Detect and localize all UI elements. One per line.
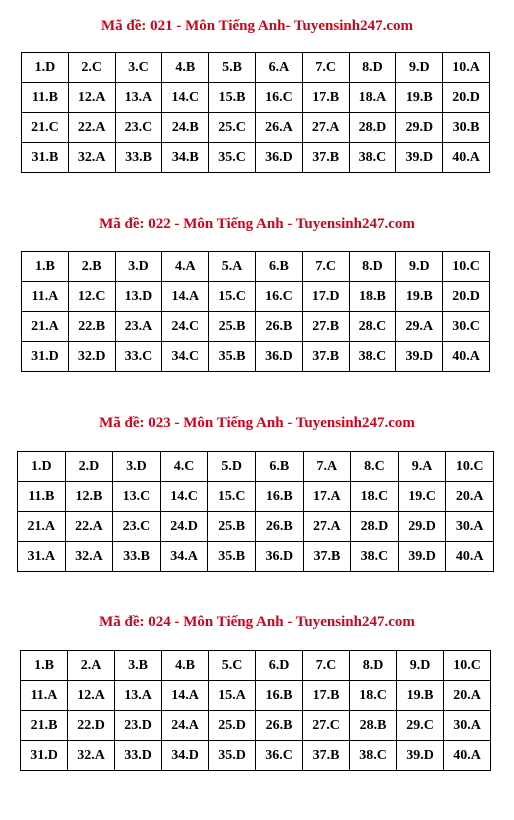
answer-cell: 34.D <box>162 741 209 771</box>
answer-cell: 22.D <box>68 711 115 741</box>
answer-cell: 17.D <box>302 282 349 312</box>
answer-cell: 13.C <box>113 482 161 512</box>
answer-cell: 29.D <box>398 512 446 542</box>
answer-cell: 28.D <box>351 512 399 542</box>
answer-cell: 20.A <box>444 681 491 711</box>
answer-cell: 19.B <box>396 83 443 113</box>
answer-cell: 36.D <box>255 342 302 372</box>
answer-cell: 18.A <box>349 83 396 113</box>
answer-cell: 4.B <box>162 651 209 681</box>
section-title: Mã đề: 022 - Môn Tiếng Anh - Tuyensinh247.com <box>99 216 415 232</box>
answer-cell: 23.D <box>115 711 162 741</box>
answer-cell: 29.C <box>397 711 444 741</box>
answer-cell: 7.C <box>303 651 350 681</box>
answer-cell: 11.B <box>18 482 66 512</box>
answer-cell: 37.B <box>303 542 351 572</box>
answer-cell: 3.D <box>115 252 162 282</box>
answer-cell: 18.B <box>349 282 396 312</box>
answer-cell: 11.B <box>22 83 69 113</box>
answer-cell: 13.A <box>115 681 162 711</box>
answer-cell: 31.D <box>21 741 68 771</box>
answer-cell: 27.A <box>302 113 349 143</box>
section-title: Mã đề: 024 - Môn Tiếng Anh - Tuyensinh247.com <box>99 614 415 630</box>
answer-cell: 38.C <box>349 342 396 372</box>
answer-cell: 14.C <box>160 482 208 512</box>
answer-cell: 14.A <box>162 282 209 312</box>
answer-cell: 32.D <box>68 342 115 372</box>
answer-cell: 24.A <box>162 711 209 741</box>
answer-cell: 9.A <box>398 452 446 482</box>
answer-cell: 26.A <box>255 113 302 143</box>
answer-cell: 17.B <box>302 83 349 113</box>
answer-cell: 36.C <box>256 741 303 771</box>
answer-cell: 24.B <box>162 113 209 143</box>
answer-cell: 14.A <box>162 681 209 711</box>
answer-cell: 12.A <box>68 681 115 711</box>
answer-cell: 36.D <box>255 143 302 173</box>
answer-cell: 11.A <box>21 681 68 711</box>
section-title: Mã đề: 021 - Môn Tiếng Anh- Tuyensinh247.com <box>100 18 413 34</box>
table-row <box>22 252 490 282</box>
answer-cell: 28.D <box>349 113 396 143</box>
table-row <box>18 512 494 542</box>
answer-cell: 26.B <box>255 312 302 342</box>
answer-cell: 25.B <box>208 512 256 542</box>
answer-cell: 33.C <box>115 342 162 372</box>
answer-cell: 34.A <box>160 542 208 572</box>
answer-cell: 13.A <box>115 83 162 113</box>
table-row <box>21 711 491 741</box>
answer-cell: 8.D <box>349 53 396 83</box>
answer-cell: 4.A <box>162 252 209 282</box>
answer-cell: 5.A <box>209 252 256 282</box>
answer-cell: 4.C <box>160 452 208 482</box>
answer-cell: 31.A <box>18 542 66 572</box>
answer-cell: 21.A <box>18 512 66 542</box>
answer-cell: 6.A <box>255 53 302 83</box>
answer-cell: 12.B <box>65 482 113 512</box>
answer-cell: 9.D <box>396 252 443 282</box>
answer-cell: 10.A <box>443 53 490 83</box>
answer-cell: 19.C <box>398 482 446 512</box>
answer-cell: 39.D <box>396 143 443 173</box>
answer-cell: 10.C <box>444 651 491 681</box>
answer-cell: 29.A <box>396 312 443 342</box>
answer-cell: 38.C <box>351 542 399 572</box>
answer-cell: 24.C <box>162 312 209 342</box>
answer-cell: 3.B <box>115 651 162 681</box>
answer-cell: 3.D <box>113 452 161 482</box>
answer-cell: 25.D <box>209 711 256 741</box>
answer-cell: 6.D <box>256 651 303 681</box>
answer-cell: 35.B <box>208 542 256 572</box>
answer-cell: 2.A <box>68 651 115 681</box>
table-row <box>22 53 490 83</box>
table-row <box>21 741 491 771</box>
answer-cell: 2.C <box>68 53 115 83</box>
answer-cell: 21.A <box>22 312 69 342</box>
section-title: Mã đề: 023 - Môn Tiếng Anh - Tuyensinh247.com <box>99 415 415 431</box>
answer-cell: 6.B <box>255 452 303 482</box>
answer-cell: 33.D <box>115 741 162 771</box>
answer-cell: 20.D <box>443 282 490 312</box>
table-row <box>22 312 490 342</box>
answer-cell: 16.C <box>255 282 302 312</box>
answer-cell: 21.B <box>21 711 68 741</box>
table-row <box>21 651 491 681</box>
answer-table <box>21 52 490 173</box>
answer-cell: 23.C <box>113 512 161 542</box>
answer-cell: 30.A <box>446 512 494 542</box>
answer-cell: 20.A <box>446 482 494 512</box>
answer-cell: 5.B <box>209 53 256 83</box>
answer-cell: 37.B <box>303 741 350 771</box>
answer-cell: 18.C <box>351 482 399 512</box>
answer-table <box>20 650 491 771</box>
answer-cell: 12.A <box>68 83 115 113</box>
answer-cell: 31.D <box>22 342 69 372</box>
table-row <box>18 482 494 512</box>
answer-cell: 9.D <box>397 651 444 681</box>
table-row <box>22 113 490 143</box>
answer-cell: 1.D <box>22 53 69 83</box>
answer-table <box>17 451 494 572</box>
answer-cell: 30.B <box>443 113 490 143</box>
answer-cell: 27.A <box>303 512 351 542</box>
answer-cell: 22.A <box>68 113 115 143</box>
answer-cell: 24.D <box>160 512 208 542</box>
answer-cell: 22.B <box>68 312 115 342</box>
answer-cell: 32.A <box>68 741 115 771</box>
answer-cell: 31.B <box>22 143 69 173</box>
answer-cell: 28.B <box>350 711 397 741</box>
answer-cell: 13.D <box>115 282 162 312</box>
answer-cell: 39.D <box>396 342 443 372</box>
answer-cell: 17.A <box>303 482 351 512</box>
table-row <box>22 83 490 113</box>
answer-cell: 29.D <box>396 113 443 143</box>
answer-cell: 32.A <box>68 143 115 173</box>
answer-cell: 10.C <box>443 252 490 282</box>
table-row <box>22 143 490 173</box>
answer-cell: 25.C <box>209 113 256 143</box>
answer-cell: 36.D <box>255 542 303 572</box>
answer-cell: 34.C <box>162 342 209 372</box>
answer-cell: 35.B <box>209 342 256 372</box>
answer-cell: 33.B <box>113 542 161 572</box>
answer-cell: 40.A <box>444 741 491 771</box>
answer-cell: 8.D <box>350 651 397 681</box>
table-row <box>18 452 494 482</box>
answer-cell: 34.B <box>162 143 209 173</box>
answer-cell: 39.D <box>398 542 446 572</box>
answer-cell: 38.C <box>350 741 397 771</box>
answer-cell: 22.A <box>65 512 113 542</box>
answer-cell: 3.C <box>115 53 162 83</box>
answer-table <box>21 251 490 372</box>
table-row <box>18 542 494 572</box>
answer-cell: 40.A <box>446 542 494 572</box>
answer-cell: 5.D <box>208 452 256 482</box>
answer-cell: 6.B <box>255 252 302 282</box>
answer-cell: 37.B <box>302 143 349 173</box>
answer-cell: 8.D <box>349 252 396 282</box>
answer-cell: 16.B <box>256 681 303 711</box>
answer-cell: 35.C <box>209 143 256 173</box>
answer-cell: 2.D <box>65 452 113 482</box>
answer-cell: 15.B <box>209 83 256 113</box>
answer-cell: 37.B <box>302 342 349 372</box>
answer-cell: 7.C <box>302 53 349 83</box>
answer-cell: 28.C <box>349 312 396 342</box>
answer-cell: 26.B <box>256 711 303 741</box>
answer-cell: 35.D <box>209 741 256 771</box>
answer-cell: 26.B <box>255 512 303 542</box>
answer-cell: 4.B <box>162 53 209 83</box>
answer-cell: 21.C <box>22 113 69 143</box>
answer-cell: 7.C <box>302 252 349 282</box>
answer-cell: 20.D <box>443 83 490 113</box>
answer-cell: 9.D <box>396 53 443 83</box>
answer-cell: 32.A <box>65 542 113 572</box>
answer-cell: 23.C <box>115 113 162 143</box>
answer-cell: 15.C <box>208 482 256 512</box>
answer-cell: 30.C <box>443 312 490 342</box>
answer-cell: 25.B <box>209 312 256 342</box>
answer-cell: 27.C <box>303 711 350 741</box>
answer-cell: 1.B <box>22 252 69 282</box>
answer-cell: 40.A <box>443 143 490 173</box>
answer-cell: 17.B <box>303 681 350 711</box>
answer-cell: 38.C <box>349 143 396 173</box>
answer-cell: 2.B <box>68 252 115 282</box>
answer-cell: 14.C <box>162 83 209 113</box>
answer-cell: 23.A <box>115 312 162 342</box>
answer-cell: 12.C <box>68 282 115 312</box>
answer-cell: 1.B <box>21 651 68 681</box>
answer-cell: 39.D <box>397 741 444 771</box>
answer-cell: 15.A <box>209 681 256 711</box>
answer-cell: 33.B <box>115 143 162 173</box>
table-row <box>22 282 490 312</box>
answer-cell: 5.C <box>209 651 256 681</box>
answer-cell: 18.C <box>350 681 397 711</box>
answer-cell: 1.D <box>18 452 66 482</box>
answer-cell: 11.A <box>22 282 69 312</box>
answer-cell: 16.B <box>255 482 303 512</box>
answer-cell: 30.A <box>444 711 491 741</box>
answer-cell: 19.B <box>396 282 443 312</box>
answer-cell: 40.A <box>443 342 490 372</box>
table-row <box>21 681 491 711</box>
answer-cell: 7.A <box>303 452 351 482</box>
table-row <box>22 342 490 372</box>
answer-cell: 16.C <box>255 83 302 113</box>
answer-cell: 15.C <box>209 282 256 312</box>
answer-cell: 10.C <box>446 452 494 482</box>
answer-cell: 19.B <box>397 681 444 711</box>
answer-cell: 27.B <box>302 312 349 342</box>
answer-cell: 8.C <box>351 452 399 482</box>
